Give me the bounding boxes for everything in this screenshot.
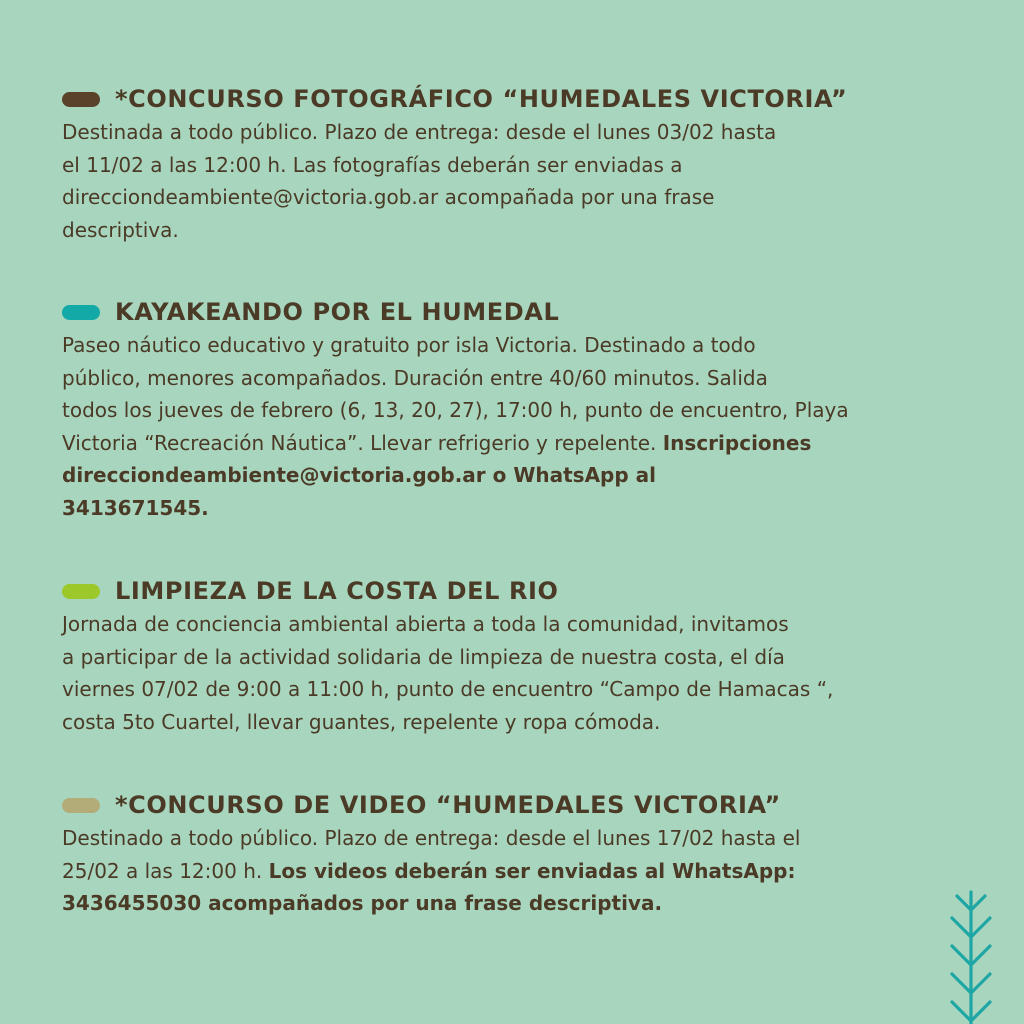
description-line: direcciondeambiente@victoria.gob.ar acompañada por una frase	[62, 185, 715, 209]
section-description	[62, 329, 992, 524]
section-title: *CONCURSO DE VIDEO “HUMEDALES VICTORIA”	[115, 791, 781, 819]
description-line: el 11/02 a las 12:00 h. Las fotografías deberán ser enviadas a	[62, 152, 683, 177]
bullet-pill-icon	[62, 92, 100, 107]
description-line: Victoria “Recreación Náutica”. Llevar refrigerio y repelente.	[62, 430, 663, 455]
registration-label: Inscripciones	[662, 430, 812, 455]
section-kayak	[62, 297, 992, 524]
section-heading	[62, 790, 992, 820]
section-description	[62, 608, 992, 738]
section-heading	[62, 297, 992, 327]
section-video-contest	[62, 790, 992, 920]
contact-phone-line: 3436455030 acompañados por una frase descriptiva.	[62, 891, 663, 915]
section-heading	[62, 576, 992, 606]
description-line: a participar de la actividad solidaria de limpieza de nuestra costa, el día	[62, 644, 785, 669]
fern-leaf-icon	[946, 888, 996, 1024]
description-line: viernes 07/02 de 9:00 a 11:00 h, punto de encuentro “Campo de Hamacas “,	[62, 677, 834, 701]
description-line: público, menores acompañados. Duración entre 40/60 minutos. Salida	[62, 365, 768, 390]
section-photo-contest	[62, 84, 992, 246]
bullet-pill-icon	[62, 584, 100, 599]
section-title: LIMPIEZA DE LA COSTA DEL RIO	[115, 577, 559, 605]
contact-email-line: direcciondeambiente@victoria.gob.ar o WhatsApp al	[62, 463, 657, 487]
section-description	[62, 116, 992, 246]
section-title: *CONCURSO FOTOGRÁFICO “HUMEDALES VICTORIA”	[115, 85, 848, 113]
description-line: 25/02 a las 12:00 h.	[62, 858, 269, 883]
section-river-cleanup	[62, 576, 992, 738]
description-line: Jornada de conciencia ambiental abierta a toda la comunidad, invitamos	[62, 612, 789, 636]
section-description	[62, 822, 992, 920]
description-line: Paseo náutico educativo y gratuito por isla Victoria. Destinado a todo	[62, 333, 756, 357]
bullet-pill-icon	[62, 798, 100, 813]
section-heading	[62, 84, 992, 114]
description-line: Destinado a todo público. Plazo de entrega: desde el lunes 17/02 hasta el	[62, 826, 801, 850]
description-line: Destinada a todo público. Plazo de entrega: desde el lunes 03/02 hasta	[62, 120, 777, 144]
description-line: descriptiva.	[62, 217, 179, 242]
whatsapp-instruction: Los videos deberán ser enviadas al WhatsApp:	[268, 858, 796, 883]
section-title: KAYAKEANDO POR EL HUMEDAL	[115, 298, 560, 326]
description-line: todos los jueves de febrero (6, 13, 20, 27), 17:00 h, punto de encuentro, Playa	[62, 398, 849, 422]
bullet-pill-icon	[62, 305, 100, 320]
description-line: costa 5to Cuartel, llevar guantes, repelente y ropa cómoda.	[62, 709, 661, 734]
contact-phone-line: 3413671545.	[62, 495, 209, 520]
